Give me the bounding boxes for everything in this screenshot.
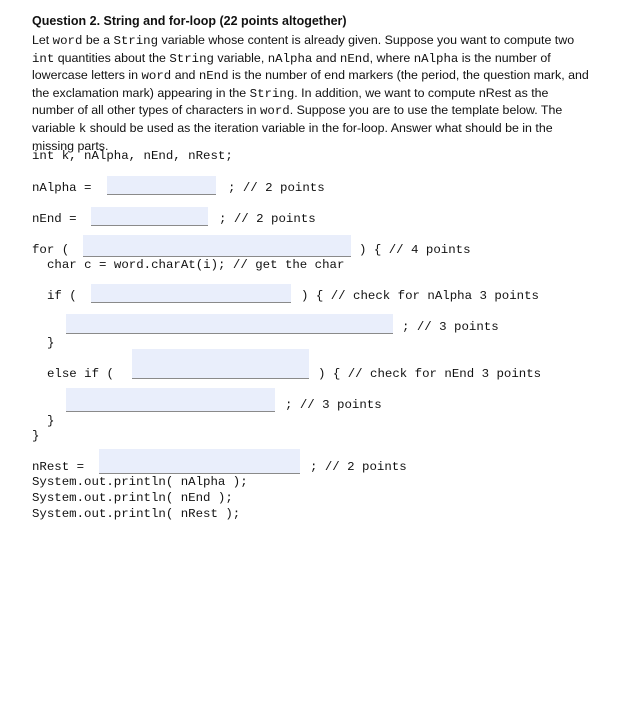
nrest-blank[interactable] bbox=[99, 449, 300, 474]
print-nend: System.out.println( nEnd ); bbox=[32, 491, 233, 505]
print-nrest: System.out.println( nRest ); bbox=[32, 507, 241, 521]
nend-comment: ; // 2 points bbox=[219, 212, 316, 226]
for-label: for ( bbox=[32, 243, 70, 257]
else-if-body-blank[interactable] bbox=[66, 388, 275, 412]
else-close-brace: } bbox=[47, 414, 55, 428]
print-nalpha: System.out.println( nAlpha ); bbox=[32, 475, 248, 489]
for-header-blank[interactable] bbox=[83, 235, 351, 257]
else-if-body-comment: ; // 3 points bbox=[285, 398, 382, 412]
code-k: k bbox=[78, 121, 87, 136]
else-if-comment: ) { // check for nEnd 3 points bbox=[318, 367, 542, 381]
code-nend: nEnd bbox=[198, 69, 229, 84]
if-condition-blank[interactable] bbox=[91, 284, 291, 303]
nrest-label: nRest = bbox=[32, 460, 85, 474]
if-close-brace: } bbox=[47, 336, 55, 350]
code-nalpha: nAlpha bbox=[413, 51, 459, 66]
code-word: word bbox=[259, 104, 290, 119]
for-close-brace: } bbox=[32, 429, 40, 443]
if-label: if ( bbox=[47, 289, 77, 303]
nalpha-comment: ; // 2 points bbox=[228, 181, 325, 195]
question-description: Let word be a String variable whose content is already given. Suppose you want to compute two int quantities about the String variable, nAlpha and nEnd, where nAlpha is the number of lowercase letters in word and nEnd is the number of end markers (the period, the question mark, and the exclamation mark) appearing in the String. In addition, we want to compute nRest as the number of all other types of characters in word. Suppose you are to use the template below. The variable k should be used as the iteration variable in the for-loop. Answer what should be in the missing parts. bbox=[32, 33, 589, 153]
code-int: int bbox=[32, 51, 55, 66]
code-nalpha: nAlpha bbox=[267, 51, 313, 66]
nrest-comment: ; // 2 points bbox=[310, 460, 407, 474]
if-body-comment: ; // 3 points bbox=[402, 320, 499, 334]
question-title: Question 2. String and for-loop (22 points altogether) bbox=[32, 14, 347, 28]
nalpha-init-blank[interactable] bbox=[107, 176, 216, 195]
code-string: String bbox=[169, 51, 214, 66]
if-body-blank[interactable] bbox=[66, 314, 393, 334]
code-word: word bbox=[141, 69, 172, 84]
if-comment: ) { // check for nAlpha 3 points bbox=[301, 289, 539, 303]
declaration-line: int k, nAlpha, nEnd, nRest; bbox=[32, 149, 233, 163]
code-word: word bbox=[52, 34, 83, 48]
else-if-condition-blank[interactable] bbox=[132, 349, 309, 379]
else-if-label: else if ( bbox=[47, 367, 114, 381]
nend-init-blank[interactable] bbox=[91, 207, 208, 226]
code-nend: nEnd bbox=[339, 51, 370, 66]
nalpha-label: nAlpha = bbox=[32, 181, 92, 195]
for-comment: ) { // 4 points bbox=[359, 243, 471, 257]
code-string: String bbox=[249, 86, 295, 101]
nend-label: nEnd = bbox=[32, 212, 77, 226]
code-string: String bbox=[113, 34, 159, 48]
char-line: char c = word.charAt(i); // get the char bbox=[47, 258, 345, 272]
